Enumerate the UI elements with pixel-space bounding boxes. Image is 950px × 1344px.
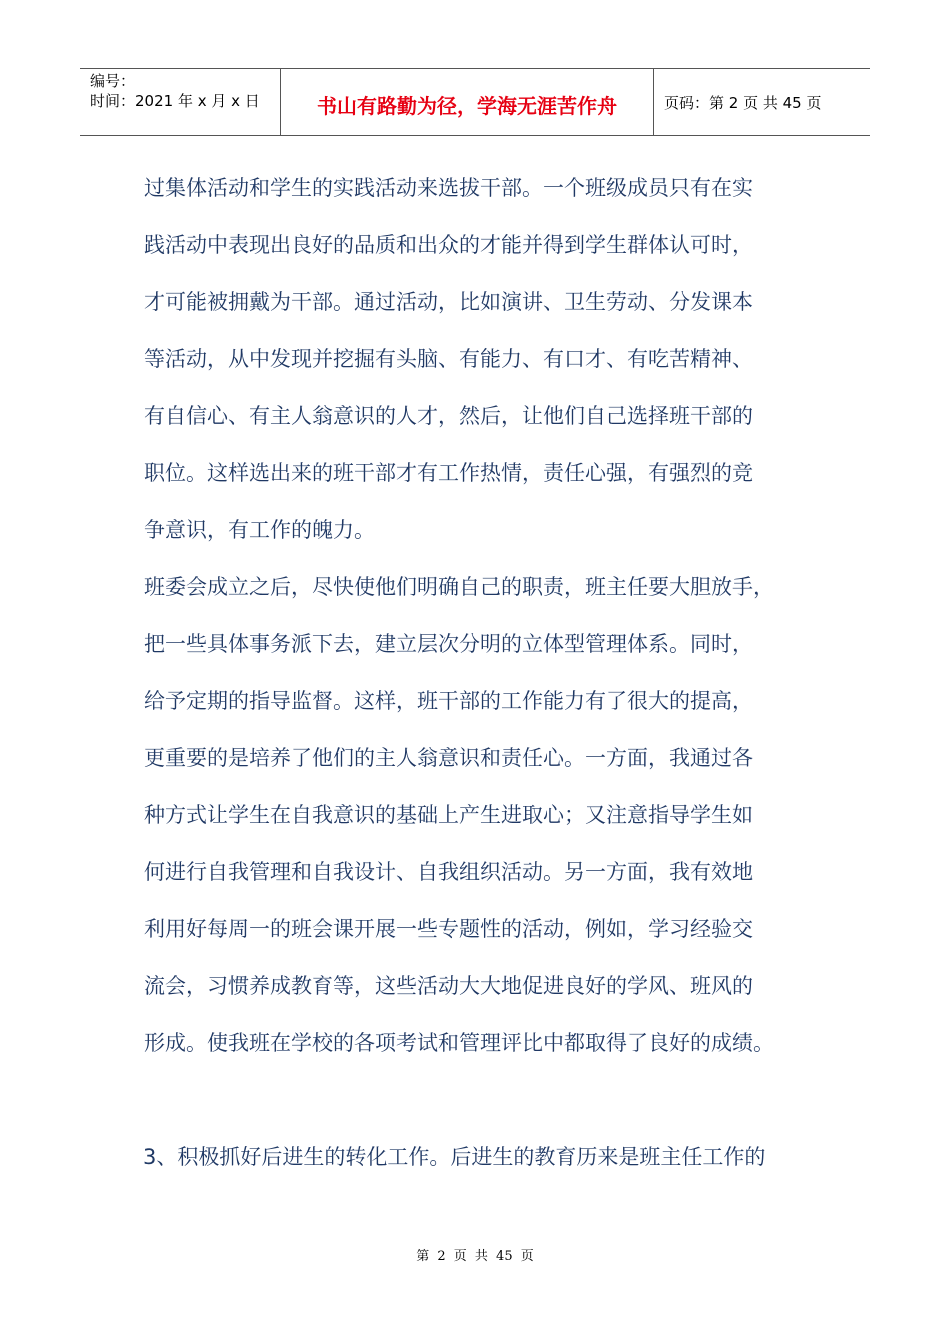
date-label: 时间：2021 年 x 月 x 日 — [90, 92, 260, 110]
body-line: 种方式让学生在自我意识的基础上产生进取心；又注意指导学生如 — [144, 803, 753, 827]
body-line: 班委会成立之后，尽快使他们明确自己的职责，班主任要大胆放手， — [144, 575, 774, 599]
header-motto: 书山有路勤为径，学海无涯苦作舟 — [281, 69, 654, 135]
body-line: 形成。使我班在学校的各项考试和管理评比中都取得了良好的成绩。 — [144, 1031, 774, 1055]
body-line: 争意识，有工作的魄力。 — [144, 518, 375, 542]
body-line: 职位。这样选出来的班干部才有工作热情，责任心强，有强烈的竞 — [144, 461, 753, 485]
body-line: 把一些具体事务派下去，建立层次分明的立体型管理体系。同时， — [144, 632, 753, 656]
header-page-info: 页码：第 2 页 共 45 页 — [664, 93, 822, 112]
body-line: 何进行自我管理和自我设计、自我组织活动。另一方面，我有效地 — [144, 860, 753, 884]
header-meta-cell — [80, 69, 281, 135]
body-line: 流会，习惯养成教育等，这些活动大大地促进良好的学风、班风的 — [144, 974, 753, 998]
document-header — [80, 68, 870, 136]
paragraph-spacer — [144, 1072, 824, 1129]
body-line: 更重要的是培养了他们的主人翁意识和责任心。一方面，我通过各 — [144, 746, 753, 770]
section-heading-line: 3、积极抓好后进生的转化工作。后进生的教育历来是班主任工作的 — [143, 1145, 766, 1169]
page-footer: 第 2 页 共 45 页 — [416, 1249, 534, 1264]
body-line: 等活动，从中发现并挖掘有头脑、有能力、有口才、有吃苦精神、 — [144, 347, 753, 371]
body-line: 有自信心、有主人翁意识的人才，然后，让他们自己选择班干部的 — [144, 404, 753, 428]
body-line: 过集体活动和学生的实践活动来选拔干部。一个班级成员只有在实 — [144, 176, 753, 200]
document-body — [144, 160, 824, 1186]
body-line: 利用好每周一的班会课开展一些专题性的活动，例如，学习经验交 — [144, 917, 753, 941]
body-line: 才可能被拥戴为干部。通过活动，比如演讲、卫生劳动、分发课本 — [144, 290, 753, 314]
serial-number-label: 编号： — [90, 72, 136, 90]
body-line: 践活动中表现出良好的品质和出众的才能并得到学生群体认可时， — [144, 233, 753, 257]
body-line: 给予定期的指导监督。这样，班干部的工作能力有了很大的提高， — [144, 689, 753, 713]
